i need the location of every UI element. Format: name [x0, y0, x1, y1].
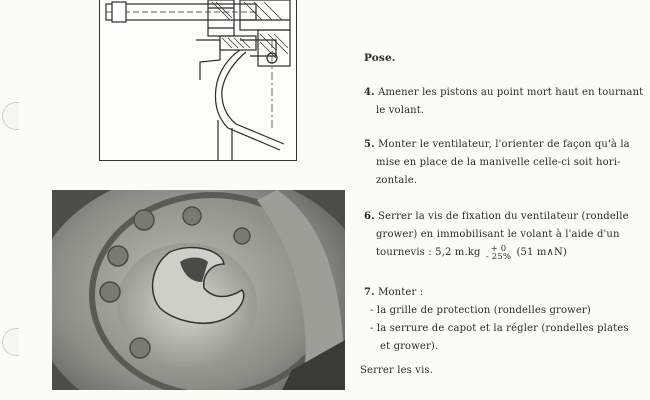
- step-7-number: 7.: [364, 287, 375, 298]
- torque-newton: (51 m∧N): [516, 247, 567, 258]
- step-4-line-1: [364, 84, 643, 102]
- tolerance-plus: + 0: [490, 243, 507, 254]
- step-5-line-1: [364, 136, 630, 154]
- torque-value: tournevis : 5,2 m.kg: [376, 247, 481, 258]
- torque-tolerance: [486, 245, 511, 261]
- closing-instruction: Serrer les vis.: [360, 365, 434, 376]
- step-6-number: 6.: [364, 211, 375, 222]
- step-7-line-2: - la grille de protection (rondelles grower): [370, 305, 591, 316]
- step-5-number: 5.: [364, 139, 375, 150]
- tolerance-minus: - 25%: [485, 251, 512, 262]
- section-heading: Pose.: [364, 52, 396, 64]
- step-5-line-2: mise en place de la manivelle celle-ci soit hori-: [376, 157, 621, 168]
- step-4-number: 4.: [364, 87, 375, 98]
- step-7-line-4: et grower).: [380, 341, 439, 352]
- step-6-line-1: [364, 208, 629, 226]
- step-5-text: Monter le ventilateur, l'orienter de façon qu'à la: [378, 139, 630, 150]
- step-7-line-3: - la serrure de capot et la régler (rondelles plates: [370, 323, 629, 334]
- step-5-line-3: zontale.: [376, 175, 418, 186]
- step-4-line-2: le volant.: [376, 105, 425, 116]
- step-4-text: Amener les pistons au point mort haut en tournant: [378, 87, 644, 98]
- step-6-line-2: grower) en immobilisant le volant à l'aide d'un: [376, 229, 620, 240]
- step-7-text: Monter :: [378, 287, 424, 298]
- step-7-line-1: [364, 284, 423, 302]
- step-6-line-3: [376, 244, 567, 262]
- step-6-text: Serrer la vis de fixation du ventilateur (rondelle: [378, 211, 629, 222]
